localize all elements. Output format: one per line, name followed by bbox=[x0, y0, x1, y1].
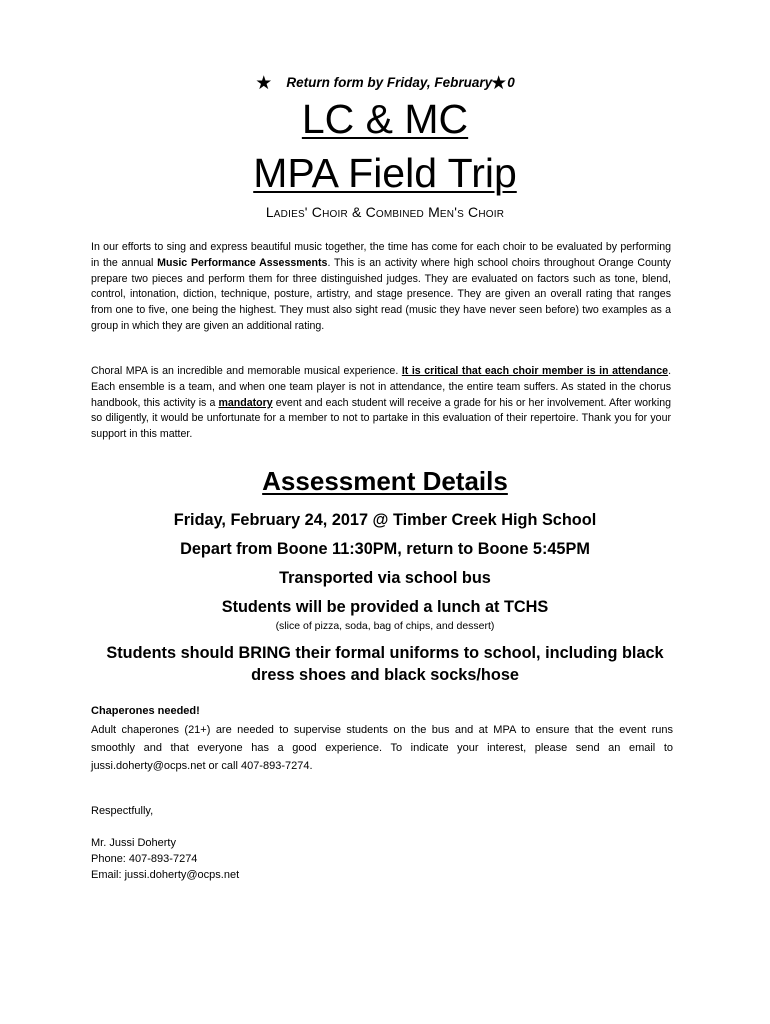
return-notice-suffix: 0 bbox=[507, 75, 515, 90]
detail-times: Depart from Boone 11:30PM, return to Boone 5:45PM bbox=[180, 540, 590, 558]
details-heading: Assessment Details bbox=[262, 466, 508, 496]
chaperones-text: Adult chaperones (21+) are needed to supervise students on the bus and at MPA to ensure that the event runs smoothly and that everyone has a good experience. To indicate your interest, please send an email to jussi.doherty@ocps.net or call 407-893-7274. bbox=[91, 724, 673, 772]
intro-bold-text: Music Performance Assessments bbox=[157, 256, 328, 269]
attendance-paragraph bbox=[91, 364, 671, 443]
page-title-line1: LC & MC bbox=[301, 96, 469, 142]
detail-transport: Transported via school bus bbox=[279, 569, 491, 587]
signature-name: Mr. Jussi Doherty bbox=[91, 837, 176, 849]
lunch-note: (slice of pizza, soda, bag of chips, and dessert) bbox=[275, 620, 495, 632]
return-notice-text: Return form by Friday, February bbox=[286, 75, 493, 90]
detail-date-location: Friday, February 24, 2017 @ Timber Creek High School bbox=[173, 511, 597, 529]
return-notice bbox=[0, 72, 770, 95]
signature-phone: Phone: 407-893-7274 bbox=[91, 853, 198, 865]
closing: Respectfully, bbox=[91, 805, 154, 817]
page-subtitle: Ladies' Choir & Combined Men's Choir bbox=[265, 204, 505, 220]
intro-text-cont: . This is an activity where high school choirs throughout Orange County prepare two pieces and perform them for three distinguished judges. They are evaluated on factors such as tone, blend, control, intonation, diction, technique, posture, artistry, and stage presence. They are given an overall rating that ranges from one to five, one being the highest. They must also sight read (music they have never seen before) two examples as a group in which they are given an additional rating. bbox=[91, 256, 671, 332]
detail-bring-uniforms: Students should BRING their formal uniforms to school, including black dress shoes and black socks/hose bbox=[106, 644, 664, 684]
page-title-line2: MPA Field Trip bbox=[253, 150, 517, 196]
signature-email: Email: jussi.doherty@ocps.net bbox=[91, 869, 240, 881]
mandatory-emphasis: mandatory bbox=[218, 396, 273, 409]
detail-lunch: Students will be provided a lunch at TCHS bbox=[221, 598, 549, 616]
intro-paragraph bbox=[91, 240, 671, 335]
attendance-text-end: event and each student will receive a grade for his or her involvement. After working so diligently, it would be unfortunate for a member to not to partake in this evaluation of their repertoire. Thank you for your support in this matter. bbox=[91, 396, 671, 441]
intro-text: In our efforts to sing and express beautiful music together, the time has come for each choir to be evaluated by performing in the annual bbox=[91, 241, 671, 269]
star-icon: ★ bbox=[490, 73, 508, 94]
attendance-text-cont: . Each ensemble is a team, and when one team player is not in attendance, the entire team suffers. As stated in the chorus handbook, this activity is a bbox=[91, 365, 672, 409]
chaperones-heading: Chaperones needed! bbox=[91, 705, 200, 717]
attendance-text: Choral MPA is an incredible and memorable musical experience. bbox=[91, 365, 402, 377]
star-icon: ★ bbox=[255, 73, 273, 94]
attendance-emphasis: It is critical that each choir member is in attendance bbox=[401, 365, 669, 377]
